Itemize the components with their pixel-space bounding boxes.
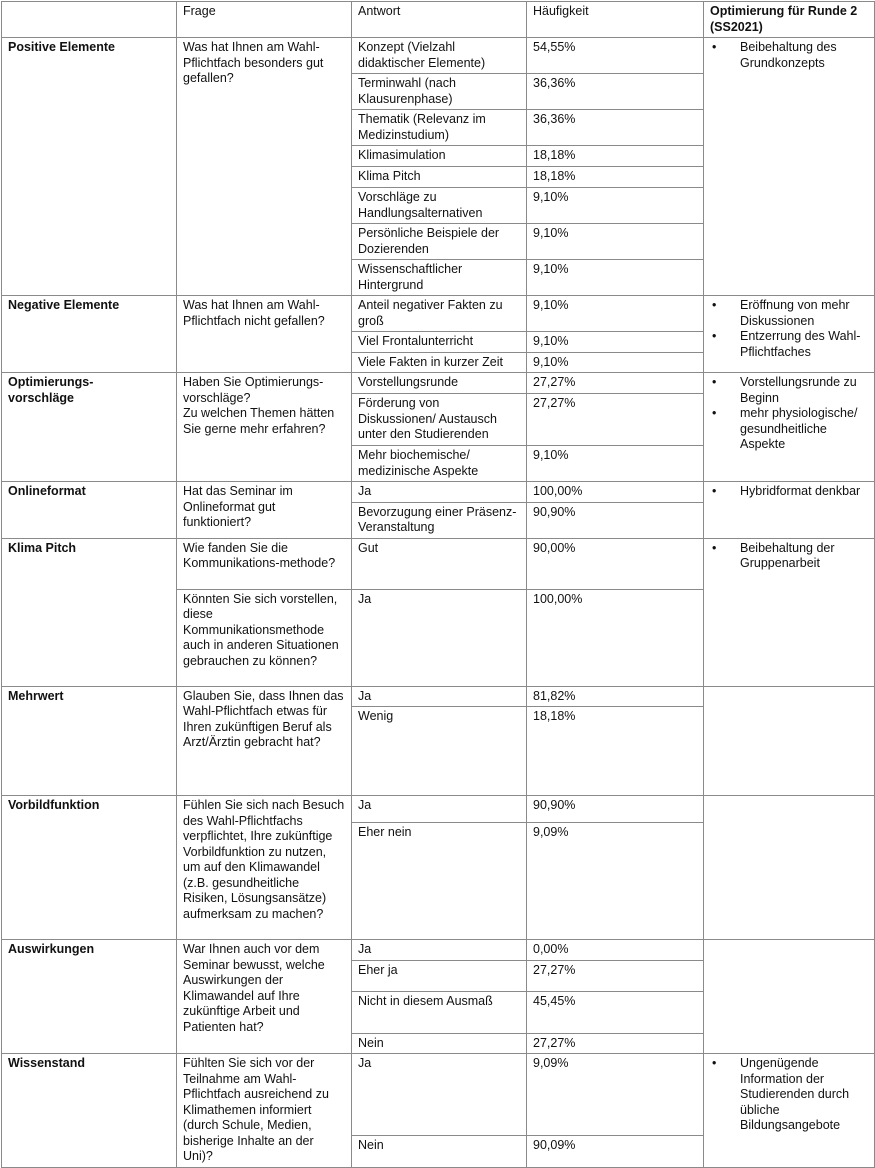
frequency-cell: 18,18%: [527, 167, 704, 188]
header-haeufigkeit: Häufigkeit: [527, 2, 704, 38]
answer-cell: Klima Pitch: [352, 167, 527, 188]
category-cell: Optimierungs- vorschläge: [2, 373, 177, 482]
answer-cell: Vorstellungsrunde: [352, 373, 527, 394]
frequency-cell: 36,36%: [527, 74, 704, 110]
answer-cell: Viele Fakten in kurzer Zeit: [352, 352, 527, 373]
frequency-cell: 100,00%: [527, 482, 704, 503]
frequency-cell: 27,27%: [527, 1033, 704, 1054]
frequency-cell: 90,90%: [527, 502, 704, 538]
question-cell: Wie fanden Sie die Kommunikations-methode?: [177, 538, 352, 589]
category-cell: Klima Pitch: [2, 538, 177, 686]
answer-cell: Vorschläge zu Handlungsalternativen: [352, 188, 527, 224]
frequency-cell: 9,10%: [527, 332, 704, 353]
optimization-cell: [704, 296, 875, 373]
optimization-list: [710, 375, 868, 453]
header-optimierung: Optimierung für Runde 2 (SS2021): [704, 2, 875, 38]
answer-cell: Nein: [352, 1033, 527, 1054]
category-cell: Mehrwert: [2, 686, 177, 796]
answer-cell: Viel Frontalunterricht: [352, 332, 527, 353]
answer-cell: Eher nein: [352, 823, 527, 940]
optimization-list: [710, 541, 868, 572]
optimization-item: • Beibehaltung der Gruppenarbeit: [710, 541, 868, 572]
answer-cell: Eher ja: [352, 960, 527, 991]
answer-cell: Mehr biochemische/ medizinische Aspekte: [352, 446, 527, 482]
table-row: [2, 538, 875, 589]
table-row: [2, 482, 875, 503]
survey-table: [1, 1, 875, 1168]
table-row: [2, 1054, 875, 1136]
optimization-cell: [704, 796, 875, 940]
question-cell: Was hat Ihnen am Wahl-Pflichtfach nicht gefallen?: [177, 296, 352, 373]
answer-cell: Gut: [352, 538, 527, 589]
category-cell: Auswirkungen: [2, 940, 177, 1054]
optimization-list: [710, 484, 868, 500]
table-row: [2, 296, 875, 332]
table-row: [2, 940, 875, 961]
frequency-cell: 18,18%: [527, 146, 704, 167]
frequency-cell: 45,45%: [527, 991, 704, 1033]
optimization-list: [710, 1056, 868, 1134]
frequency-cell: 27,27%: [527, 373, 704, 394]
question-cell: Was hat Ihnen am Wahl-Pflichtfach besonders gut gefallen?: [177, 38, 352, 296]
frequency-cell: 9,09%: [527, 1054, 704, 1136]
answer-cell: Ja: [352, 1054, 527, 1136]
optimization-cell: [704, 373, 875, 482]
optimization-cell: [704, 482, 875, 539]
answer-cell: Thematik (Relevanz im Medizinstudium): [352, 110, 527, 146]
optimization-cell: [704, 38, 875, 296]
optimization-item: • Hybridformat denkbar: [710, 484, 868, 500]
question-cell: Haben Sie Optimierungs-vorschläge? Zu welchen Themen hätten Sie gerne mehr erfahren?: [177, 373, 352, 482]
question-cell: Fühlen Sie sich nach Besuch des Wahl-Pflichtfachs verpflichtet, Ihre zukünftige Vorbildfunktion zu nutzen, um auf den Klimawandel (z.B. gesundheitliche Risiken, Lösungsansätze) aufmerksam zu machen?: [177, 796, 352, 940]
optimization-cell: [704, 1054, 875, 1168]
frequency-cell: 90,09%: [527, 1136, 704, 1167]
answer-cell: Förderung von Diskussionen/ Austausch unter den Studierenden: [352, 394, 527, 446]
table-row: [2, 686, 875, 707]
answer-cell: Ja: [352, 796, 527, 823]
optimization-list: [710, 298, 868, 360]
frequency-cell: 0,00%: [527, 940, 704, 961]
frequency-cell: 90,90%: [527, 796, 704, 823]
optimization-item: • Ungenügende Information der Studierenden durch übliche Bildungsangebote: [710, 1056, 868, 1134]
optimization-item: • Eröffnung von mehr Diskussionen: [710, 298, 868, 329]
header-frage: Frage: [177, 2, 352, 38]
answer-cell: Persönliche Beispiele der Dozierenden: [352, 224, 527, 260]
answer-cell: Wissenschaftlicher Hintergrund: [352, 260, 527, 296]
header-row: [2, 2, 875, 38]
optimization-cell: [704, 940, 875, 1054]
frequency-cell: 9,10%: [527, 260, 704, 296]
category-cell: Wissenstand: [2, 1054, 177, 1168]
answer-cell: Anteil negativer Fakten zu groß: [352, 296, 527, 332]
answer-cell: Bevorzugung einer Präsenz-Veranstaltung: [352, 502, 527, 538]
frequency-cell: 9,10%: [527, 188, 704, 224]
category-cell: Onlineformat: [2, 482, 177, 539]
frequency-cell: 27,27%: [527, 960, 704, 991]
frequency-cell: 81,82%: [527, 686, 704, 707]
header-category: [2, 2, 177, 38]
answer-cell: Ja: [352, 940, 527, 961]
optimization-cell: [704, 686, 875, 796]
frequency-cell: 27,27%: [527, 394, 704, 446]
answer-cell: Ja: [352, 482, 527, 503]
answer-cell: Konzept (Vielzahl didaktischer Elemente): [352, 38, 527, 74]
answer-cell: Klimasimulation: [352, 146, 527, 167]
answer-cell: Wenig: [352, 707, 527, 796]
optimization-item: • Beibehaltung des Grundkonzepts: [710, 40, 868, 71]
table-row: [2, 373, 875, 394]
answer-cell: Terminwahl (nach Klausurenphase): [352, 74, 527, 110]
frequency-cell: 9,09%: [527, 823, 704, 940]
optimization-item: • Entzerrung des Wahl-Pflichtfaches: [710, 329, 868, 360]
frequency-cell: 9,10%: [527, 352, 704, 373]
table-row: [2, 796, 875, 823]
question-cell: Glauben Sie, dass Ihnen das Wahl-Pflichtfach etwas für Ihren zukünftigen Beruf als Arzt/Ärztin gebracht hat?: [177, 686, 352, 796]
question-cell: Fühlten Sie sich vor der Teilnahme am Wahl-Pflichtfach ausreichend zu Klimathemen informiert (durch Schule, Medien, bisherige Inhalte an der Uni)?: [177, 1054, 352, 1168]
question-cell: Hat das Seminar im Onlineformat gut funktioniert?: [177, 482, 352, 539]
category-cell: Negative Elemente: [2, 296, 177, 373]
optimization-item: • Vorstellungsrunde zu Beginn: [710, 375, 868, 406]
header-antwort: Antwort: [352, 2, 527, 38]
frequency-cell: 9,10%: [527, 224, 704, 260]
frequency-cell: 18,18%: [527, 707, 704, 796]
question-cell: Könnten Sie sich vorstellen, diese Kommunikationsmethode auch in anderen Situationen gebrauchen zu können?: [177, 589, 352, 686]
table-row: [2, 38, 875, 74]
category-cell: Vorbildfunktion: [2, 796, 177, 940]
frequency-cell: 9,10%: [527, 296, 704, 332]
frequency-cell: 100,00%: [527, 589, 704, 686]
frequency-cell: 36,36%: [527, 110, 704, 146]
answer-cell: Ja: [352, 589, 527, 686]
optimization-list: [710, 40, 868, 71]
answer-cell: Ja: [352, 686, 527, 707]
frequency-cell: 9,10%: [527, 446, 704, 482]
optimization-cell: [704, 538, 875, 686]
answer-cell: Nein: [352, 1136, 527, 1167]
category-cell: Positive Elemente: [2, 38, 177, 296]
frequency-cell: 90,00%: [527, 538, 704, 589]
optimization-item: • mehr physiologische/ gesundheitliche Aspekte: [710, 406, 868, 453]
question-cell: War Ihnen auch vor dem Seminar bewusst, welche Auswirkungen der Klimawandel auf Ihre zukünftige Arbeit und Patienten hat?: [177, 940, 352, 1054]
frequency-cell: 54,55%: [527, 38, 704, 74]
answer-cell: Nicht in diesem Ausmaß: [352, 991, 527, 1033]
